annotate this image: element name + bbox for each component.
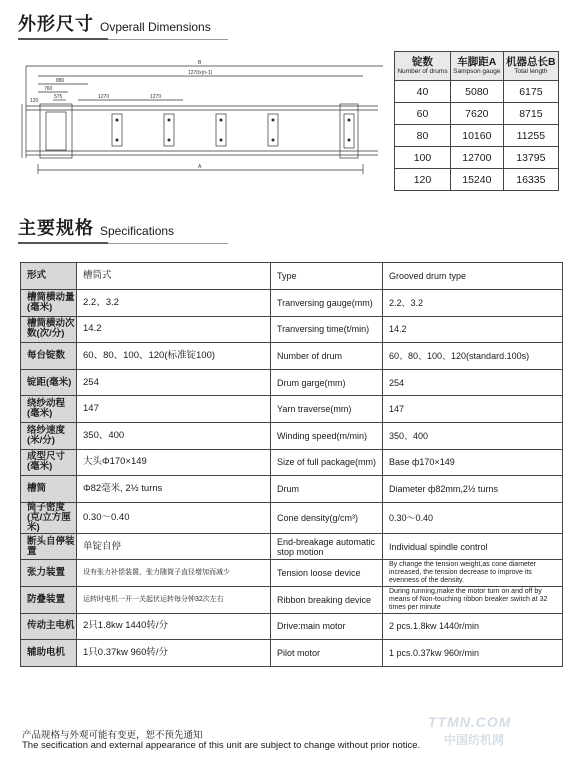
spec-cell: Base ф170×149 <box>383 449 563 476</box>
spec-cell: 147 <box>77 396 271 423</box>
dimensions-table <box>394 51 559 191</box>
section-title-dimensions <box>18 6 211 36</box>
spec-cell: 2 pcs.1.8kw 1440r/min <box>383 613 563 640</box>
spec-cell: Individual spindle control <box>383 533 563 560</box>
table-row <box>21 476 563 503</box>
spec-cell: Pilot motor <box>271 640 383 667</box>
table-row <box>21 613 563 640</box>
dim-label-1270b: 1270 <box>150 94 162 100</box>
section-title-cn: 主要规格 <box>18 218 94 238</box>
spec-cell: 2只1.8kw 1440转/分 <box>77 613 271 640</box>
dim-label-n: 1270x(n-1) <box>188 70 213 76</box>
table-row <box>21 502 563 533</box>
watermark-cn: 中国纺机网 <box>444 733 505 747</box>
table-row <box>21 533 563 560</box>
table-row: 100 12700 13795 <box>395 147 559 169</box>
footer-note-en: The secification and external appearance of this unit are subject to change without prior notice. <box>22 740 421 751</box>
table-row <box>21 263 563 290</box>
spec-cell: Size of full package(mm) <box>271 449 383 476</box>
spec-cell: 运转时电机一开一关起伏运转每分钟32次左右 <box>77 586 271 613</box>
section-title-en: Specifications <box>100 224 175 238</box>
dims-header-row <box>395 52 559 81</box>
spec-cell: 2.2、3.2 <box>77 290 271 317</box>
spec-cell: Tension loose device <box>271 560 383 587</box>
watermark: TTMN.COM <box>428 714 512 730</box>
spec-cell: 绕纱动程(毫米) <box>21 396 77 423</box>
dim-label-a: A <box>198 164 202 170</box>
spec-cell: 传动主电机 <box>21 613 77 640</box>
table-row: 40 5080 6175 <box>395 81 559 103</box>
table-row: 120 15240 16335 <box>395 169 559 191</box>
table-row <box>21 396 563 423</box>
spec-cell: Tranversing time(t/min) <box>271 316 383 343</box>
spec-cell: 设有张力补偿装置，张力随筒子直径增加而减少 <box>77 560 271 587</box>
spec-cell: 0.30～0.40 <box>77 502 271 533</box>
spec-cell: 每台锭数 <box>21 343 77 370</box>
spec-cell: Diameter ф82mm,2½ turns <box>383 476 563 503</box>
dim-label-880: 880 <box>56 78 65 84</box>
table-row <box>21 640 563 667</box>
dim-label-b: B <box>198 60 202 66</box>
dims-header-cell: 锭数 Number of drums <box>395 52 451 81</box>
spec-cell: Tranversing gauge(mm) <box>271 290 383 317</box>
spec-cell: 60、80、100、120(standard.100s) <box>383 343 563 370</box>
table-row <box>21 343 563 370</box>
spec-cell: 单锭自停 <box>77 533 271 560</box>
dims-header-cell: 机器总长B Total length <box>503 52 558 81</box>
section-rule-thin <box>108 39 228 40</box>
spec-cell: 形式 <box>21 263 77 290</box>
spec-cell: 锭距(毫米) <box>21 369 77 396</box>
spec-cell: 槽筒横动次数(次/分) <box>21 316 77 343</box>
spec-cell: 槽筒 <box>21 476 77 503</box>
dim-label-120: 120 <box>30 98 39 104</box>
spec-cell: 60、80、100、120(标准锭100) <box>77 343 271 370</box>
section-rule <box>18 38 108 40</box>
spec-cell: 254 <box>77 369 271 396</box>
spec-cell: 14.2 <box>383 316 563 343</box>
spec-cell: During running,make the motor turn on and off by means of Non-touching ribbon breaker switch at 32 times per minute <box>383 586 563 613</box>
spec-cell: Cone density(g/cm³) <box>271 502 383 533</box>
dim-label-760: 760 <box>44 86 53 92</box>
spec-cell: Drum <box>271 476 383 503</box>
dim-label-575: 575 <box>54 94 63 100</box>
section-rule <box>18 242 108 244</box>
spec-cell: 147 <box>383 396 563 423</box>
spec-cell: 1只0.37kw 960转/分 <box>77 640 271 667</box>
section-rule-thin <box>108 243 228 244</box>
spec-cell: 断头自停装置 <box>21 533 77 560</box>
spec-cell: Drum garge(mm) <box>271 369 383 396</box>
spec-cell: Yarn traverse(mm) <box>271 396 383 423</box>
spec-cell: 防叠装置 <box>21 586 77 613</box>
spec-cell: Type <box>271 263 383 290</box>
spec-cell: Ribbon breaking device <box>271 586 383 613</box>
spec-cell: 张力装置 <box>21 560 77 587</box>
dims-header-cell: 车脚距A Sampson gauge <box>450 52 503 81</box>
specifications-table <box>20 262 563 667</box>
section-title-specifications <box>18 210 174 240</box>
spec-cell: 350、400 <box>77 422 271 449</box>
spec-cell: 254 <box>383 369 563 396</box>
spec-cell: 络纱速度(米/分) <box>21 422 77 449</box>
table-row <box>21 290 563 317</box>
spec-cell: 槽筒横动量(毫米) <box>21 290 77 317</box>
dim-label-1270a: 1270 <box>98 94 110 100</box>
table-row: 80 10160 11255 <box>395 125 559 147</box>
spec-cell: Drive:main motor <box>271 613 383 640</box>
spec-cell: Φ82毫米, 2½ turns <box>77 476 271 503</box>
section-title-en: Ovperall Dimensions <box>100 20 211 34</box>
spec-cell: Grooved drum type <box>383 263 563 290</box>
table-row <box>21 586 563 613</box>
spec-cell: 筒子密度(克/立方厘米) <box>21 502 77 533</box>
table-row <box>21 422 563 449</box>
spec-cell: 1 pcs.0.37kw 960r/min <box>383 640 563 667</box>
spec-cell: By change the tension weight,as cone diameter increased, the tension decrease to improve its evenness of the density. <box>383 560 563 587</box>
spec-cell: 槽筒式 <box>77 263 271 290</box>
table-row <box>21 449 563 476</box>
table-row: 60 7620 8715 <box>395 103 559 125</box>
spec-cell: 2.2、3.2 <box>383 290 563 317</box>
table-row <box>21 560 563 587</box>
dimension-drawing <box>18 58 388 184</box>
spec-cell: 辅助电机 <box>21 640 77 667</box>
spec-cell: End-breakage automatic stop motion <box>271 533 383 560</box>
table-row <box>21 369 563 396</box>
spec-cell: 350、400 <box>383 422 563 449</box>
footer-note-cn: 产品规格与外观可能有变更，恕不预先通知 <box>22 730 203 741</box>
spec-cell: 14.2 <box>77 316 271 343</box>
table-row <box>21 316 563 343</box>
spec-cell: 成型尺寸(毫米) <box>21 449 77 476</box>
spec-cell: 大头Φ170×149 <box>77 449 271 476</box>
spec-cell: 0.30～0.40 <box>383 502 563 533</box>
spec-cell: Winding speed(m/min) <box>271 422 383 449</box>
section-title-cn: 外形尺寸 <box>18 14 94 34</box>
spec-cell: Number of drum <box>271 343 383 370</box>
